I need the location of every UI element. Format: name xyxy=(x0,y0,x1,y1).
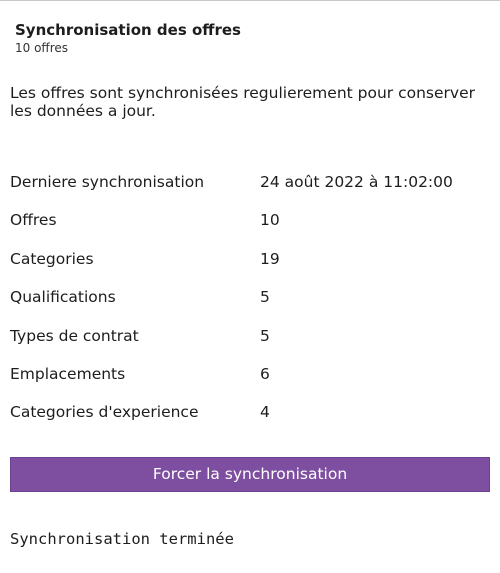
offer-count: 10 offres xyxy=(15,41,68,55)
stat-label: Types de contrat xyxy=(10,326,139,345)
stat-value: 6 xyxy=(260,364,270,383)
stat-value: 5 xyxy=(260,288,270,307)
stat-label: Offres xyxy=(10,211,57,230)
stat-row-last-sync xyxy=(10,172,490,210)
sync-stats-table xyxy=(10,172,490,441)
sync-description: Les offres sont synchronisées regulierement pour conserver les données a jour. xyxy=(10,84,475,120)
stat-label: Emplacements xyxy=(10,364,126,383)
stat-value: 10 xyxy=(260,211,280,230)
stat-value: 5 xyxy=(260,326,270,345)
stat-row-categories xyxy=(10,249,490,287)
stat-row-experience-categories xyxy=(10,402,490,440)
top-divider xyxy=(0,0,500,1)
stat-row-qualifications xyxy=(10,287,490,325)
sync-status-message: Synchronisation terminée xyxy=(10,530,234,548)
stat-label: Qualifications xyxy=(10,288,116,307)
stat-row-locations xyxy=(10,364,490,402)
stat-label: Derniere synchronisation xyxy=(10,173,205,191)
stat-value: 24 août 2022 à 11:02:00 xyxy=(260,173,453,191)
stat-row-contract-types xyxy=(10,326,490,364)
stat-value: 4 xyxy=(260,403,270,422)
force-sync-button[interactable]: Forcer la synchronisation xyxy=(10,457,490,492)
stat-value: 19 xyxy=(260,249,280,268)
panel-header xyxy=(15,20,485,56)
stat-label: Categories xyxy=(10,249,94,268)
stat-label: Categories d'experience xyxy=(10,403,199,422)
panel-title: Synchronisation des offres xyxy=(15,21,241,39)
stat-row-offers xyxy=(10,210,490,248)
